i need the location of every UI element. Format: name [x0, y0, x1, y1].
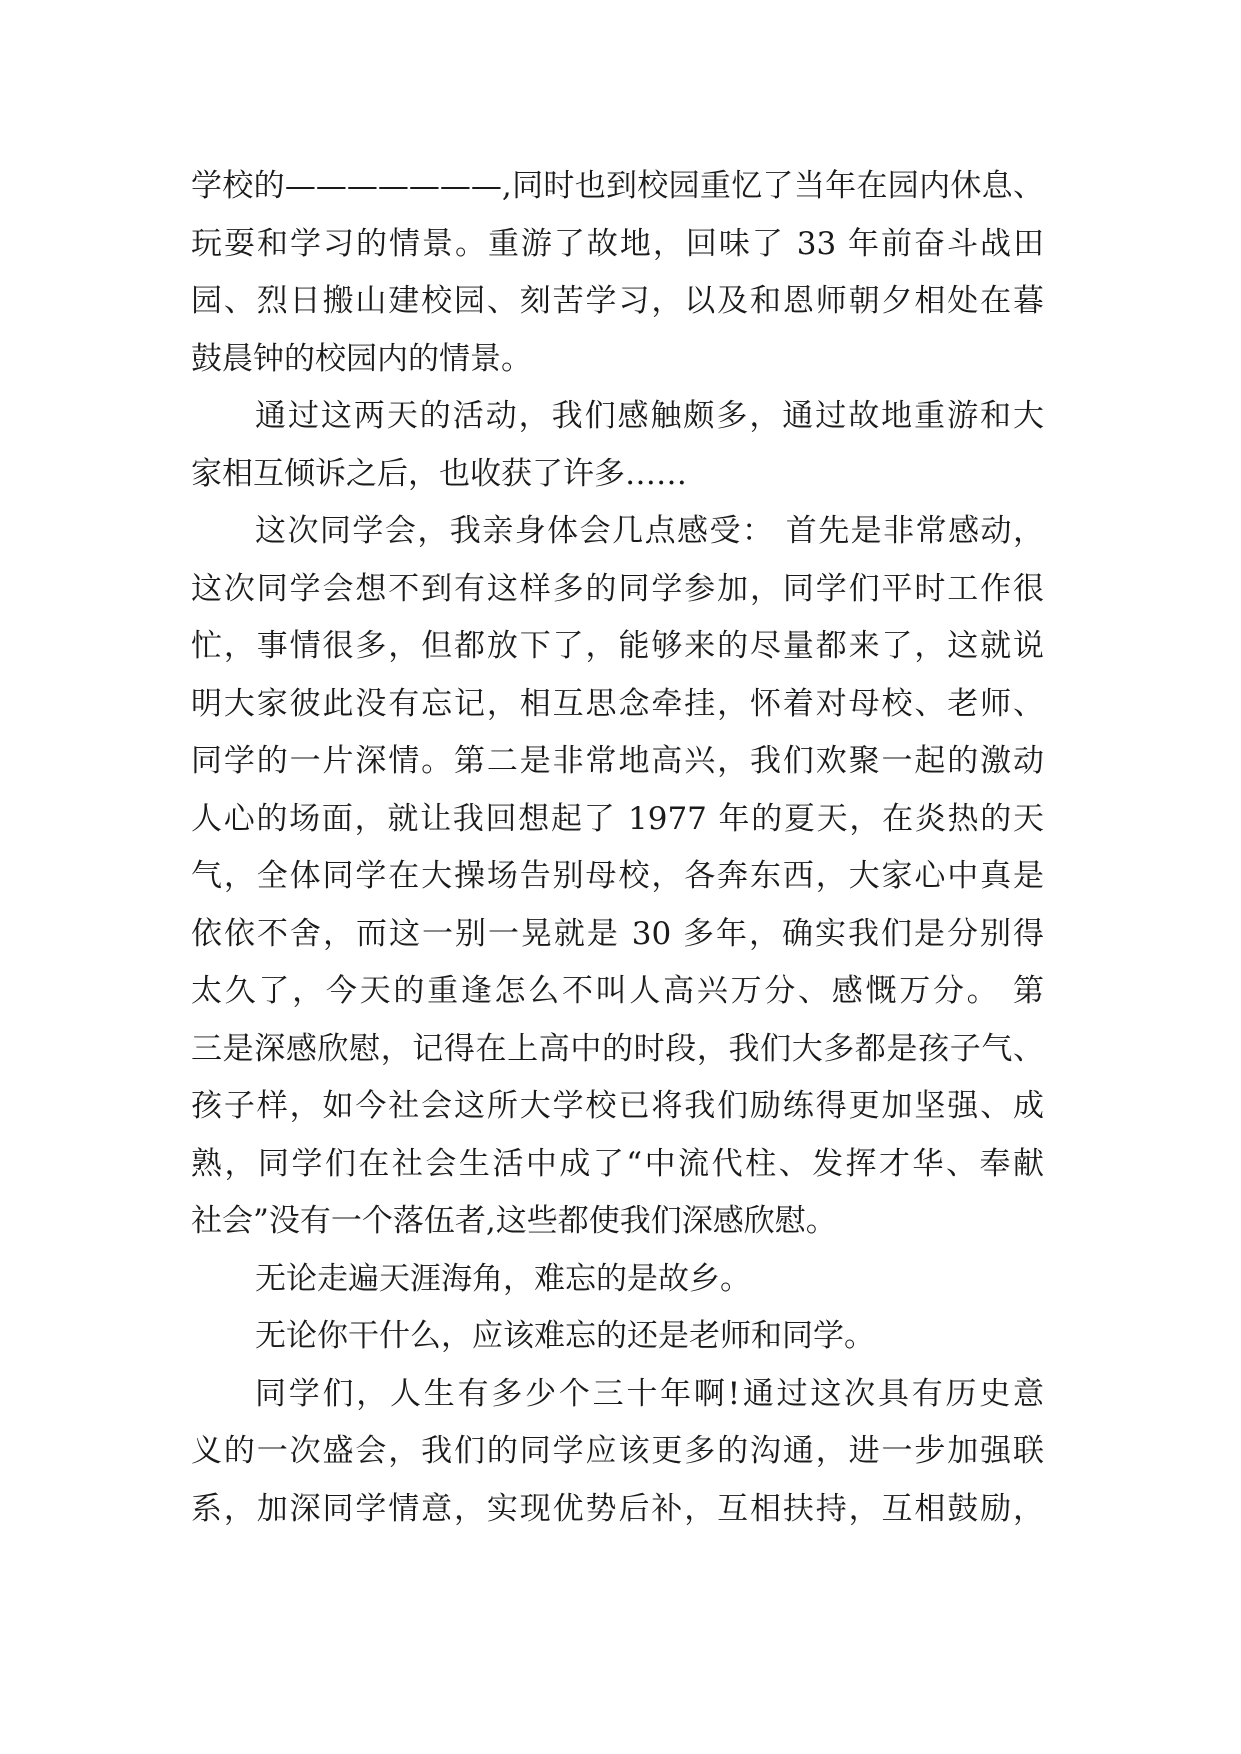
text-line: 同学的一片深情。第二是非常地高兴，我们欢聚一起的激动: [191, 743, 1044, 779]
text-line: 学校的———————,同时也到校园重忆了当年在园内休息、: [191, 168, 1044, 204]
text-line: 忙，事情很多，但都放下了，能够来的尽量都来了，这就说: [191, 628, 1044, 664]
text-line: 家相互倾诉之后，也收获了许多……: [191, 455, 687, 492]
text-line: 这次同学会想不到有这样多的同学参加，同学们平时工作很: [191, 570, 1044, 607]
text-line: 义的一次盛会，我们的同学应该更多的沟通，进一步加强联: [191, 1433, 1044, 1469]
paragraph-start-line: 通过这两天的活动，我们感触颇多，通过故地重游和大: [255, 398, 1044, 434]
text-line: 玩耍和学习的情景。重游了故地，回味了 33 年前奋斗战田: [191, 225, 1044, 262]
text-line: 社会”没有一个落伍者,这些都使我们深感欣慰。: [191, 1203, 837, 1239]
paragraph-start-line: 同学们，人生有多少个三十年啊!通过这次具有历史意: [255, 1375, 1044, 1412]
text-line: 三是深感欣慰，记得在上高中的时段，我们大多都是孩子气、: [191, 1030, 1044, 1067]
paragraph-start-line: 无论走遍天涯海角，难忘的是故乡。: [255, 1260, 751, 1297]
document-body: [191, 158, 1091, 1538]
text-line: 系，加深同学情意，实现优势后补，互相扶持，互相鼓励，: [191, 1490, 1044, 1527]
text-line: 人心的场面，就让我回想起了 1977 年的夏天，在炎热的天: [191, 800, 1044, 837]
text-line: 依依不舍，而这一别一晃就是 30 多年，确实我们是分别得: [191, 915, 1044, 952]
text-line: 鼓晨钟的校园内的情景。: [191, 340, 532, 377]
text-line: 园、烈日搬山建校园、刻苦学习，以及和恩师朝夕相处在暮: [191, 283, 1044, 319]
text-line: 太久了，今天的重逢怎么不叫人高兴万分、感慨万分。 第: [191, 973, 1044, 1009]
text-line: 气，全体同学在大操场告别母校，各奔东西，大家心中真是: [191, 858, 1044, 894]
text-line: 孩子样，如今社会这所大学校已将我们励练得更加坚强、成: [191, 1088, 1044, 1124]
paragraph-start-line: 无论你干什么，应该难忘的还是老师和同学。: [255, 1318, 875, 1354]
text-line: 明大家彼此没有忘记，相互思念牵挂，怀着对母校、老师、: [191, 685, 1044, 722]
paragraph-start-line: 这次同学会，我亲身体会几点感受： 首先是非常感动，: [255, 513, 1044, 549]
text-line: 熟，同学们在社会生活中成了“中流代柱、发挥才华、奉献: [191, 1145, 1044, 1182]
